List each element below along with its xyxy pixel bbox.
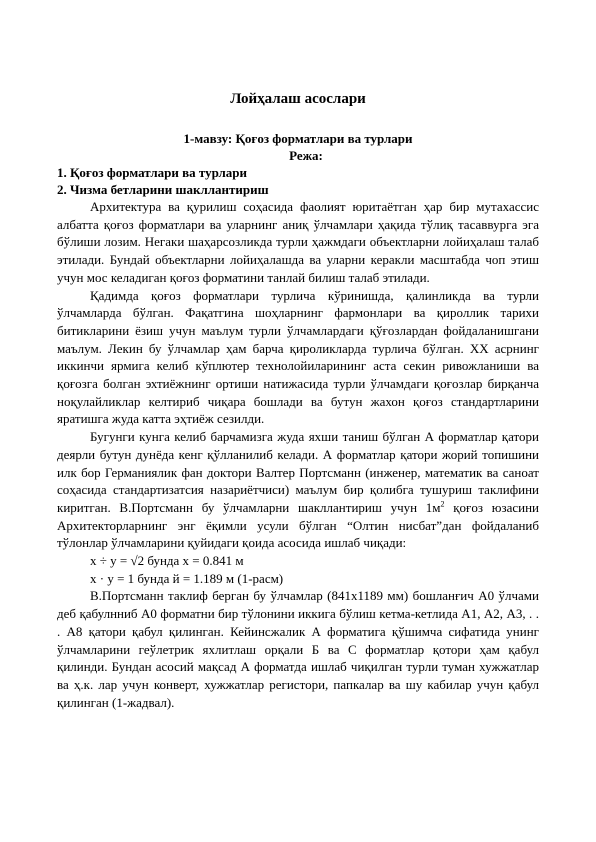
plan-item-1: 1. Қоғоз форматлари ва турлари — [57, 165, 247, 180]
plan-item-2: 2. Чизма бетларини шакллантириш — [57, 182, 269, 197]
plan-label: Режа: — [289, 148, 323, 163]
paragraph-3-end: қоғоз юзасини Архитекторларнинг энг ёқимли усули бўлган “Олтин нисбат”дан фойдаланиб тўлонлар ўлчамларини қуйидаги қоида асосида ишлаб чиқади: — [57, 499, 540, 551]
paragraph-1: Архитектура ва қурилиш соҳасида фаолият юритаётган ҳар бир мутахассис албатта қоғоз форматлари ва уларнинг аниқ ўлчамлари ҳақида тўлиқ тасаввурга эга бўлиши лозим. Негаки шаҳарсозликда турли ҳажмдаги объектларни лойиҳалаш талаб этилади. Бундай объектларни лойиҳалашда ва уларни керакли масштабда чоп этиш учун мос келадиган қоғоз форматини танлай билиш талаб этилади. — [57, 199, 539, 285]
formula-2: x · y = 1 бунда й = 1.189 м (1-расм) — [90, 570, 284, 586]
paragraph-2: Қадимда қоғоз форматлари турлича кўринишда, қалинликда ва турли ўлчамларда бўлган. Фақатгина шоҳларнинг фармонлари ва қироллик тарихи битикларини ёзиш учун маълум турли ўлчамлардаги қўғозлардан фойдаланишгани маълум. Лекин бу ўлчамлар ҳам барча қироликларда турлича бўлган. XX асрнинг иккинчи ярмига келиб кўплютер технолойиларининг аста секин ривожланиши ва қоғозга болган эхтиёжнинг ортиши натижасида турли ўлчамдаги қоғозлар бирқанча ноқулайликлар келтириб чиқара бошлади ва бутун жахон қоғоз стандартларини яратишга жуда катта эҳтиёж сезилди. — [57, 287, 539, 427]
lesson-subtitle: 1-мавзу: Қоғоз форматлари ва турлари — [183, 131, 413, 146]
paragraph-3-start: Бугунги кунга келиб барчамизга жуда яхши таниш бўлган А форматлар қатори деярли бутун дунёда кенг қўлланилиб келади. А форматлар қатори жорий топишини илк бор Германиялик фан доктори Валтер Портсманн (инженер, математик ва саноат соҳасида стандартизатсия назариётчиси) маълум бир қолибга тушуриш таклифини киритган. В.Портсманн бу ўлчамларни шакллантириш учун 1м — [57, 429, 539, 515]
paragraph-3 — [57, 428, 539, 552]
document-title: Лойҳалаш асослари — [230, 91, 366, 107]
body-text — [57, 198, 539, 711]
formula-1: x ÷ y = √2 бунда x = 0.841 м — [90, 553, 244, 569]
paragraph-4: В.Портсманн таклиф берган бу ўлчамлар (841х1189 мм) бошланғич А0 ўлчами деб қабулнниб А0 форматни бир тўлонини иккига бўлиш кетма-кетлида А1, А2, А3, . . . А8 қатори қабул қилинган. Кейинсжалик А форматига қўшимча сифатида унинг ўлчамларини геўлетрик яхлитлаш орқали Б ва С форматлар қотори ҳам қабул қилинди. Бундан асосий мақсад А форматда ишлаб чиқилган турли туман хужжатлар ва ҳ.к. лар учун конверт, хужжатлар регистори, папкалар ва шу кабилар учун қабул қилинган (1-жадвал). — [57, 588, 539, 710]
superscript-2: 2 — [440, 499, 445, 509]
